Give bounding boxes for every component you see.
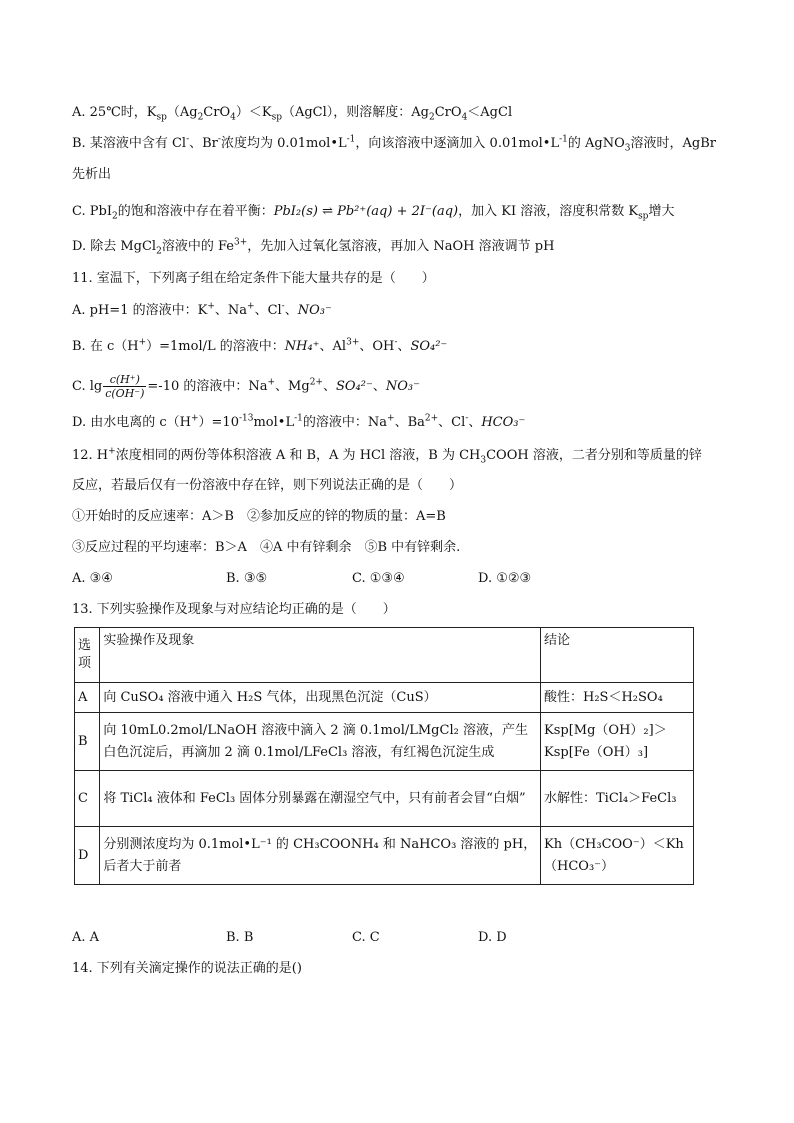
- q12-option-b: B. ③⑤: [226, 571, 268, 586]
- q12-statements-2: ③反应过程的平均速率：B＞A ④A 中有锌剩余 ⑤B 中有锌剩余.: [72, 540, 461, 555]
- q12-statements-1: ①开始时的反应速率：A＞B ②参加反应的锌的物质的量：A=B: [72, 509, 446, 524]
- table-row: [75, 771, 694, 827]
- q13-table: [74, 627, 694, 885]
- header-operation: 实验操作及现象: [100, 628, 541, 683]
- table-row: [75, 713, 694, 771]
- row-conclusion: Ksp[Mg（OH）₂]＞Ksp[Fe（OH）₃]: [541, 713, 694, 771]
- q13-option-c: C. C: [352, 930, 380, 945]
- q11-option-a: A. pH=1 的溶液中：K+、Na+、Cl-、NO₃⁻: [72, 301, 332, 318]
- q12-stem-line2: 反应，若最后仅有一份溶液中存在锌，则下列说法正确的是（ ）: [72, 478, 463, 493]
- table-row: [75, 827, 694, 885]
- q10-option-b-continued: 先析出: [72, 167, 112, 182]
- q11-option-b: B. 在 c（H+）=1mol/L 的溶液中：NH₄⁺、$Al^{3+}$、OH-、SO₄²⁻: [72, 337, 448, 354]
- q14-stem: 14. 下列有关滴定操作的说法正确的是(): [72, 961, 302, 976]
- row-operation: 向 10mL0.2mol/LNaOH 溶液中滴入 2 滴 0.1mol/LMgCl₂ 溶液，产生白色沉淀后，再滴加 2 滴 0.1mol/LFeCl₃ 溶液，有红褐色沉淀生成: [100, 713, 541, 771]
- q11-stem: 11. 室温下，下列离子组在给定条件下能大量共存的是（ ）: [72, 271, 435, 286]
- row-conclusion: Kh（CH₃COO⁻）＜Kh（HCO₃⁻）: [541, 827, 694, 885]
- q10-option-d: D. 除去 MgCl$_2$溶液中的 $Fe^{3+}$，先加入过氧化氢溶液，再加入 NaOH 溶液调节 pH: [72, 237, 555, 257]
- row-operation: 向 CuSO₄ 溶液中通入 H₂S 气体，出现黑色沉淀（CuS）: [100, 683, 541, 713]
- q13-option-d: D. D: [478, 930, 507, 945]
- row-key: A: [75, 683, 100, 713]
- row-operation: 分别测浓度均为 0.1mol•L⁻¹ 的 CH₃COONH₄ 和 NaHCO₃ 溶液的 pH，后者大于前者: [100, 827, 541, 885]
- q13-option-b: B. B: [226, 930, 254, 945]
- row-key: B: [75, 713, 100, 771]
- q11-option-d: D. 由水电离的 $c(H^+)=10^{-13}mol•L^{-1}$的溶液中：Na+、$Ba^{2+}$、Cl-、HCO₃⁻: [72, 413, 526, 430]
- row-conclusion: 酸性：H₂S＜H₂SO₄: [541, 683, 694, 713]
- q10-option-c: C. PbI$_2$的饱和溶液中存在着平衡：PbI₂(s) ⇌ Pb²⁺(aq) + 2I⁻(aq)，加入 KI 溶液，溶度积常数 $K_{sp}$增大: [72, 204, 675, 222]
- table-header-row: [75, 628, 694, 683]
- q10-option-b: B. 某溶液中含有 Cl-、Br-浓度均为 $0.01mol•L^{-1}$，向该溶液中逐滴加入 $0.01mol•L^{-1}$的 AgNO$_3$溶液时，AgBr: [72, 134, 717, 154]
- q12-option-c: C. ①③④: [352, 571, 405, 586]
- header-conclusion: 结论: [541, 628, 694, 683]
- q12-stem-line1: 12. H+浓度相同的两份等体积溶液 A 和 B，A 为 HCl 溶液，B 为 $CH_3COOH$ 溶液，二者分别和等质量的锌: [72, 446, 702, 466]
- q11-option-c: C. lg $\frac{c(H^+)}{c(OH^-)}$ =-10 的溶液中：Na+、$Mg^{2+}$、SO₄²⁻、NO₃⁻: [72, 373, 420, 400]
- q10-option-a: A. 25℃时，$K_{sp}(Ag_2CrO_4)<K_{sp}(AgCl)$，则溶解度：$Ag_2CrO_4<AgCl$: [72, 105, 513, 123]
- table-row: [75, 683, 694, 713]
- q12-option-a: A. ③④: [72, 571, 113, 586]
- header-option: 选项: [75, 628, 100, 683]
- row-operation: 将 TiCl₄ 液体和 FeCl₃ 固体分别暴露在潮湿空气中，只有前者会冒“白烟”: [100, 771, 541, 827]
- row-conclusion: 水解性：TiCl₄＞FeCl₃: [541, 771, 694, 827]
- equilibrium-equation: PbI₂(s) ⇌ Pb²⁺(aq) + 2I⁻(aq): [273, 204, 459, 219]
- q13-stem: 13. 下列实验操作及现象与对应结论均正确的是（ ）: [72, 602, 396, 617]
- fraction: $\frac{c(H^+)}{c(OH^-)}$: [105, 373, 145, 400]
- q13-option-a: A. A: [72, 930, 100, 945]
- row-key: C: [75, 771, 100, 827]
- q12-option-d: D. ①②③: [478, 571, 532, 586]
- row-key: D: [75, 827, 100, 885]
